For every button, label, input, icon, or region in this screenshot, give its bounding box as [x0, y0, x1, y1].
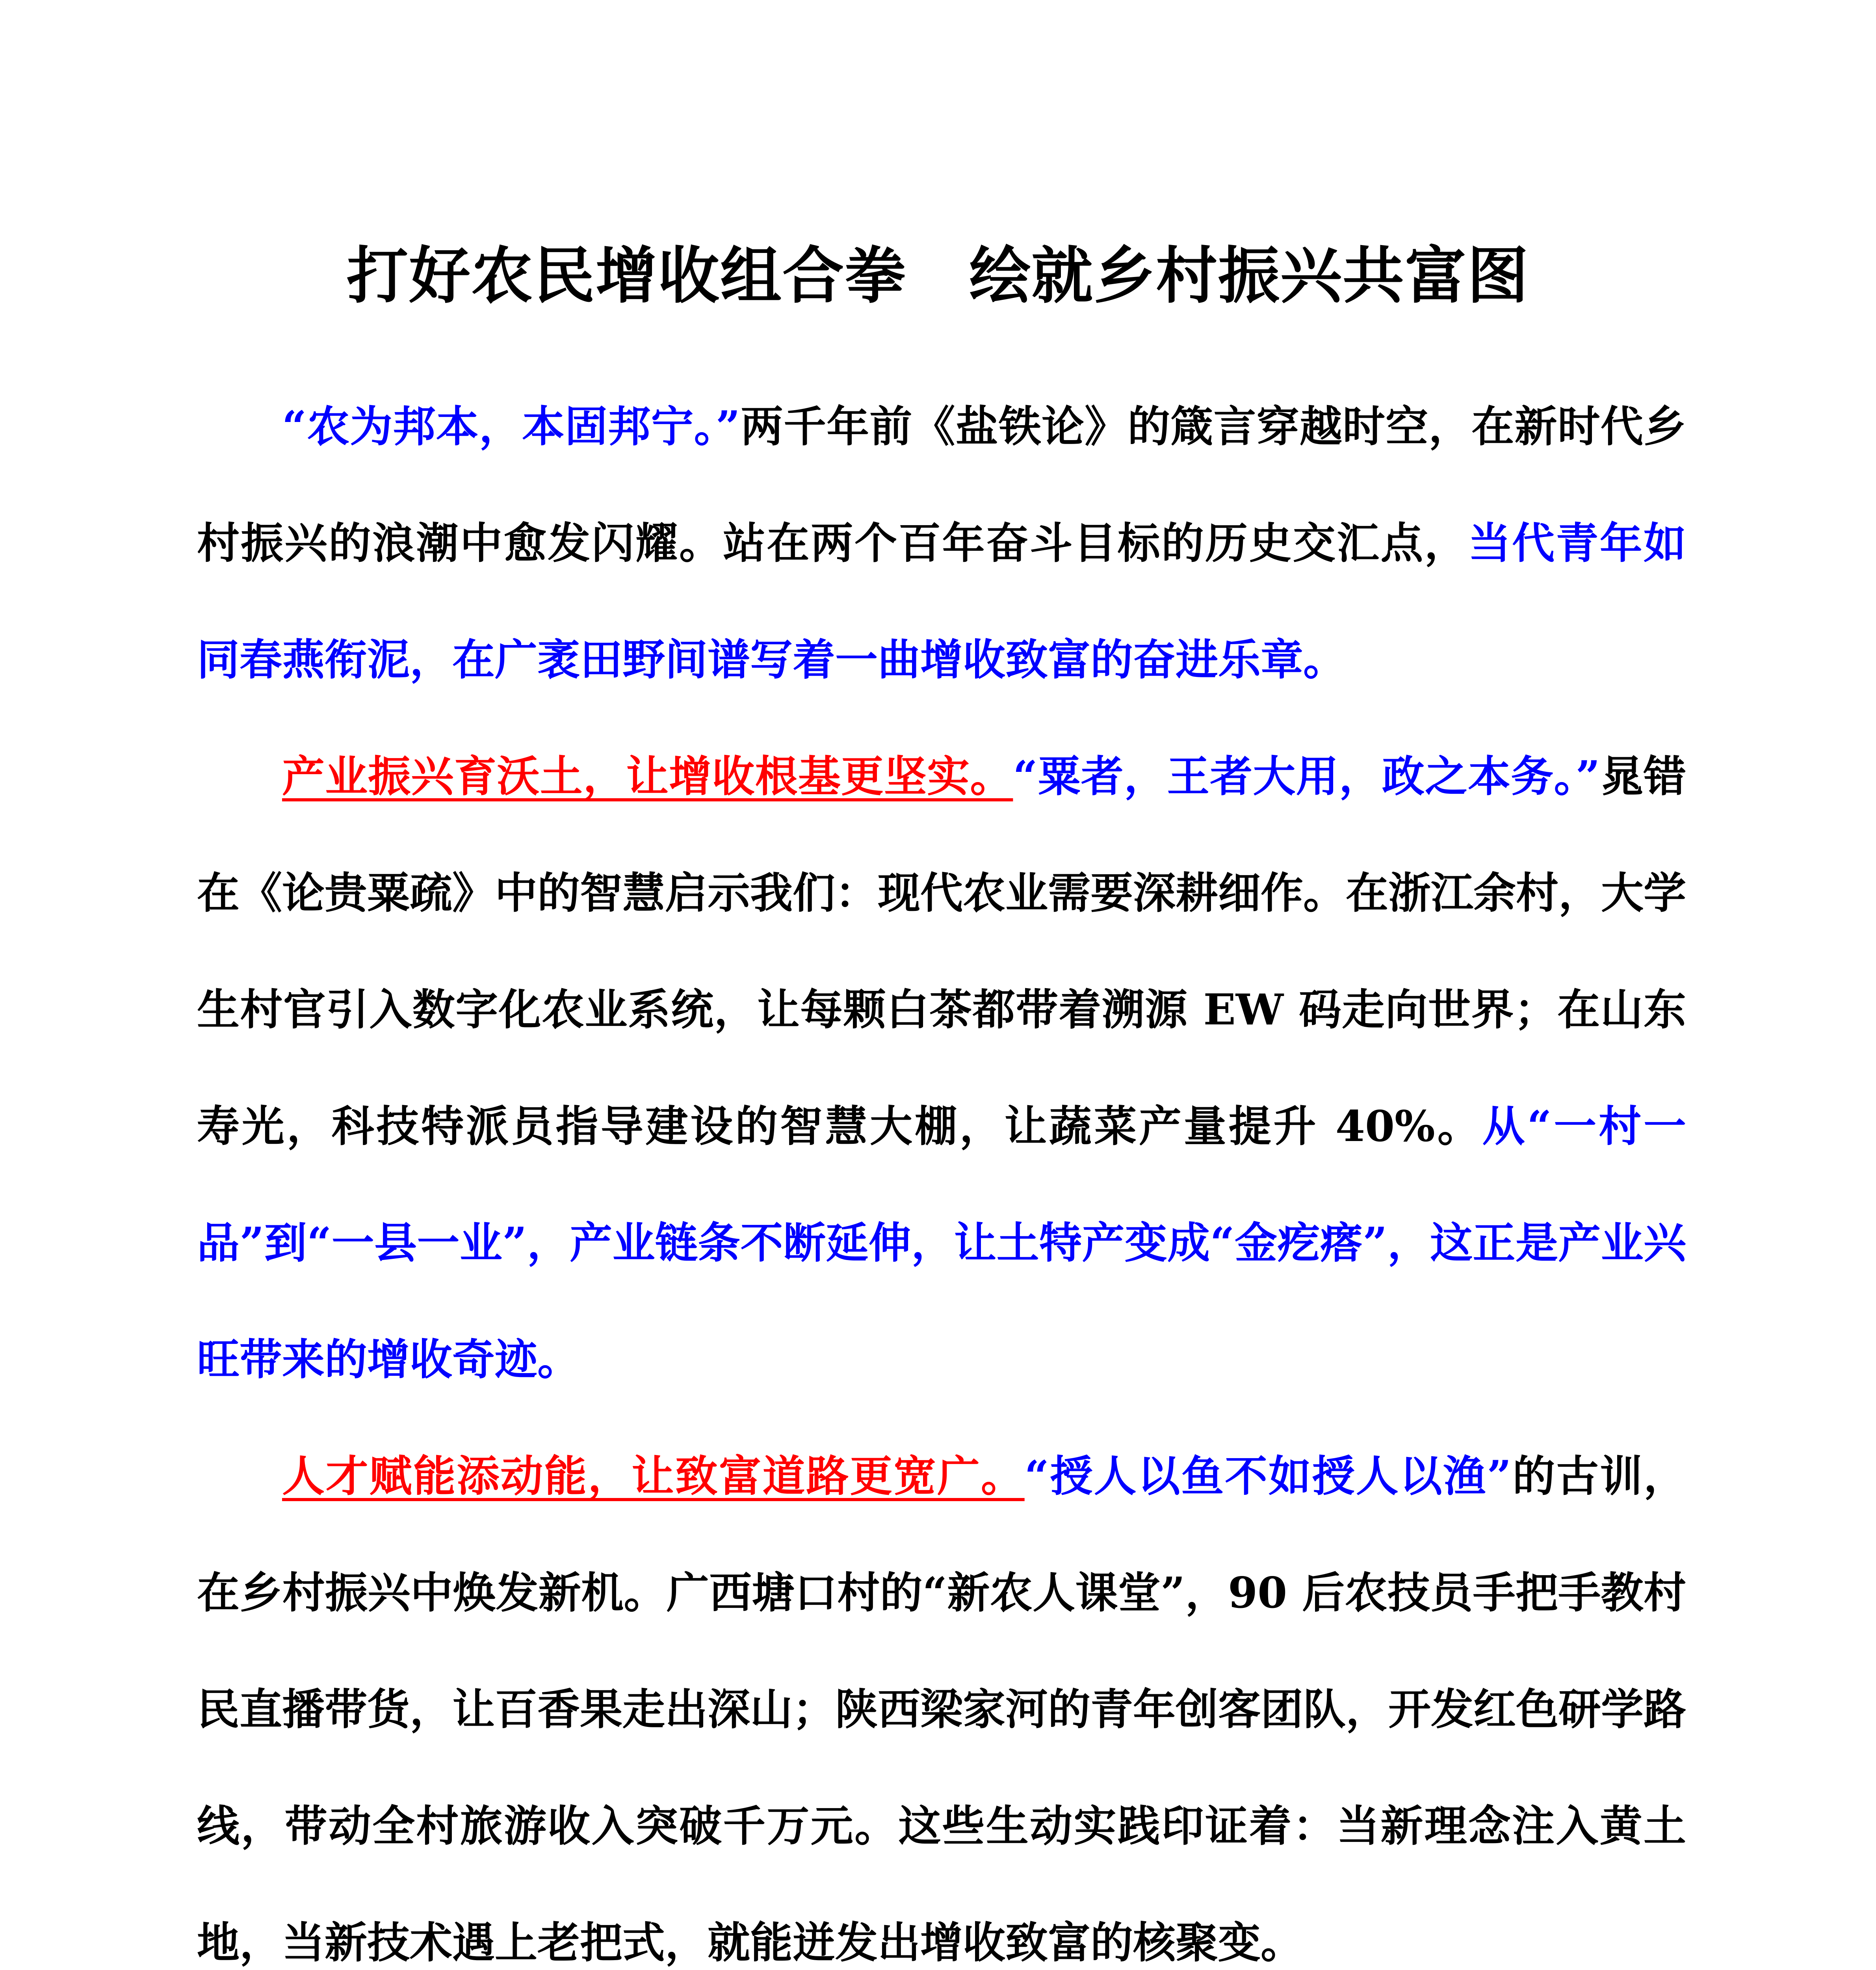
- paragraph-industry: [197, 718, 1686, 1418]
- document-title: 打好农民增收组合拳 绘就乡村振兴共富图: [347, 240, 1529, 312]
- body-text: 两千年前《盐铁论》的箴言穿越时空，在新时代乡村振兴的浪潮中愈发闪耀。站在两个百年奋斗目标的历史交汇点，: [197, 402, 1686, 568]
- section-heading-industry: 产业振兴育沃土，让增收根基更坚实。: [282, 752, 1013, 801]
- emphasis-text: 当代青年如同春燕衔泥，在广袤田野间谱写着一曲增收致富的奋进乐章。: [197, 519, 1686, 685]
- emphasis-text: 从“一村一品”到“一县一业”，产业链条不断延伸，让土特产变成“金疙瘩”，这正是产业兴旺带来的增收奇迹。: [197, 1102, 1687, 1385]
- document-body: [197, 368, 1686, 1970]
- body-text: 晁错在《论贵粟疏》中的智慧启示我们：现代农业需要深耕细作。在浙江余村，大学生村官引入数字化农业系统，让每颗白茶都带着溯源 EW 码走向世界；在山东寿光，科技特派员指导建设的智慧大棚，让蔬菜产量提升 40%。: [197, 752, 1687, 1151]
- paragraph-intro: [197, 368, 1686, 718]
- section-heading-talent: 人才赋能添动能，让致富道路更宽广。: [282, 1451, 1025, 1501]
- quote-text: “授人以鱼不如授人以渔”: [1024, 1451, 1512, 1501]
- body-text: 的古训，在乡村振兴中焕发新机。广西塘口村的“新农人课堂”，90 后农技员手把手教村民直播带货，让百香果走出深山；陕西梁家河的青年创客团队，开发红色研学路线，带动全村旅游收入突破千万元。这些生动实践印证着：当新理念注入黄土地，当新技术遇上老把式，就能迸发出增收致富的核聚变。: [197, 1451, 1687, 1968]
- quote-text: “粟者，王者大用，政之本务。”: [1013, 752, 1600, 801]
- quote-text: “农为邦本，本固邦宁。”: [282, 402, 740, 452]
- paragraph-talent: [197, 1418, 1686, 1970]
